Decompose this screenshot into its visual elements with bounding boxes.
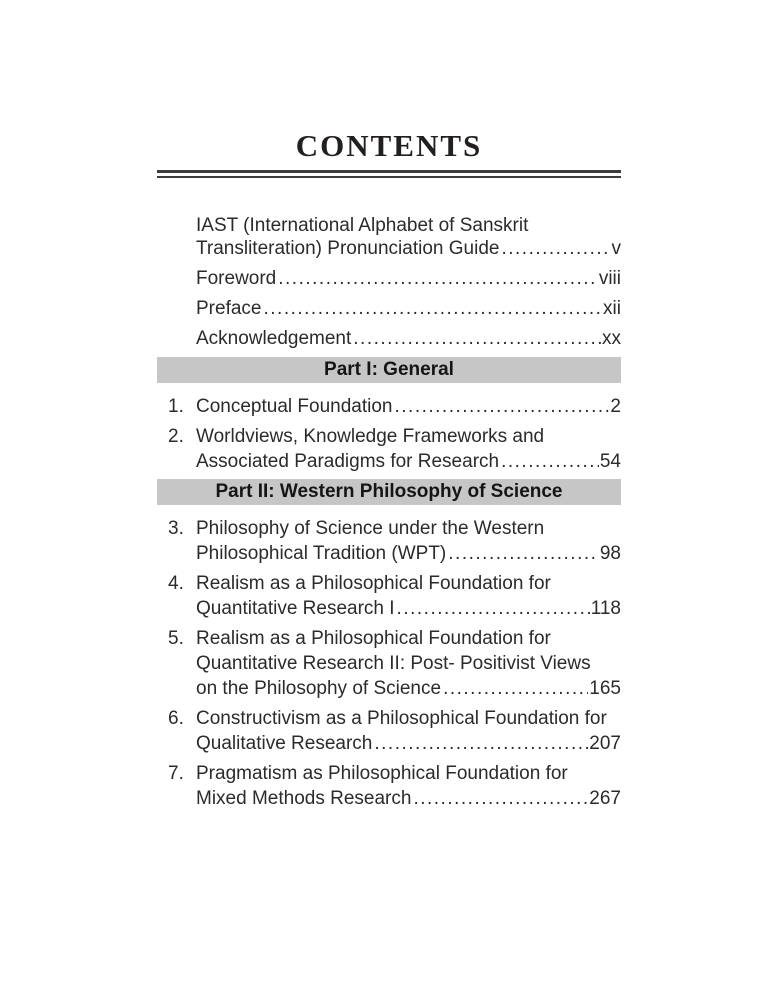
front-matter-list [157,214,621,350]
toc-entry-acknowledgement [157,327,621,350]
dot-leader [397,596,590,621]
page-number: xx [602,328,621,349]
toc-entry-line [157,327,621,350]
toc-entry-text: Mixed Methods Research [196,788,412,809]
toc-entry-line [157,571,621,596]
toc-entry-text: IAST (International Alphabet of Sanskrit [196,215,529,236]
toc-entry-line [157,761,621,786]
toc-entry-text: Philosophical Tradition (WPT) [196,543,447,564]
toc-entry-preface [157,297,621,320]
toc-content [157,0,621,816]
toc-entry-line [157,596,621,621]
toc-entry-text: Worldviews, Knowledge Frameworks and [196,426,545,447]
toc-entry-text: Realism as a Philosophical Foundation for [196,573,551,594]
chapter-number: 2. [168,426,184,447]
toc-entry-text: Quantitative Research II: Post- Positivist Views [196,653,591,674]
toc-entry-line [157,214,621,237]
toc-entry-text: Quantitative Research I [196,598,395,619]
page-number: 267 [589,788,621,809]
toc-entry-line [157,516,621,541]
dot-leader [443,676,588,701]
toc-entry-line [157,541,621,566]
toc-entry-ch7 [157,761,621,811]
chapter-number: 3. [168,518,184,539]
toc-entry-line [157,706,621,731]
dot-leader [448,541,599,566]
toc-entry-text: on the Philosophy of Science [196,678,442,699]
chapter-list-part-1 [157,394,621,474]
dot-leader [394,394,609,419]
page-number: v [611,238,621,259]
toc-entry-line [157,449,621,474]
toc-entry-line [157,394,621,419]
toc-entry-text: Acknowledgement [196,328,352,349]
toc-entry-line [157,237,621,260]
toc-entry-line [157,424,621,449]
chapter-number: 5. [168,628,184,649]
chapter-number: 6. [168,708,184,729]
toc-entry-line [157,731,621,756]
toc-entry-text: Qualitative Research [196,733,373,754]
toc-entry-ch6 [157,706,621,756]
toc-entry-ch2 [157,424,621,474]
toc-entry-text: Associated Paradigms for Research [196,451,500,472]
toc-entry-line [157,267,621,290]
page-number: 2 [610,396,621,417]
dot-leader [278,267,598,290]
chapter-number: 1. [168,396,184,417]
dot-leader [353,327,601,350]
toc-entry-text: Conceptual Foundation [196,396,393,417]
toc-entry-text: Realism as a Philosophical Foundation for [196,628,551,649]
chapter-list-part-2 [157,516,621,811]
dot-leader [263,297,602,320]
toc-entry-text: Transliteration) Pronunciation Guide [196,238,500,259]
page-number: 165 [589,678,621,699]
page-number: 98 [599,543,621,564]
page-number: 54 [599,451,621,472]
toc-entry-ch1 [157,394,621,419]
dot-leader [374,731,588,756]
page-number: 118 [590,598,621,619]
dot-leader [413,786,588,811]
toc-entry-line [157,676,621,701]
toc-entry-text: Pragmatism as Philosophical Foundation for [196,763,568,784]
toc-entry-iast [157,214,621,260]
toc-entry-text: Philosophy of Science under the Western [196,518,545,539]
toc-entry-ch5 [157,626,621,701]
dot-leader [501,449,599,474]
part-header-2: Part II: Western Philosophy of Science [157,479,621,505]
page-number: xii [603,298,621,319]
toc-entry-line [157,651,621,676]
toc-entry-text: Preface [196,298,262,319]
page-number: viii [598,268,621,289]
page-number: 207 [589,733,621,754]
toc-entry-line [157,297,621,320]
toc-entry-ch4 [157,571,621,621]
toc-entry-line [157,786,621,811]
page-title: CONTENTS [295,128,483,163]
part-header-1: Part I: General [157,357,621,383]
chapter-number: 7. [168,763,184,784]
dot-leader [501,237,610,260]
toc-entry-foreword [157,267,621,290]
title-divider-rule [157,170,621,178]
toc-entry-ch3 [157,516,621,566]
toc-entry-text: Constructivism as a Philosophical Foundation for [196,708,607,729]
chapter-number: 4. [168,573,184,594]
toc-entry-text: Foreword [196,268,277,289]
toc-entry-line [157,626,621,651]
